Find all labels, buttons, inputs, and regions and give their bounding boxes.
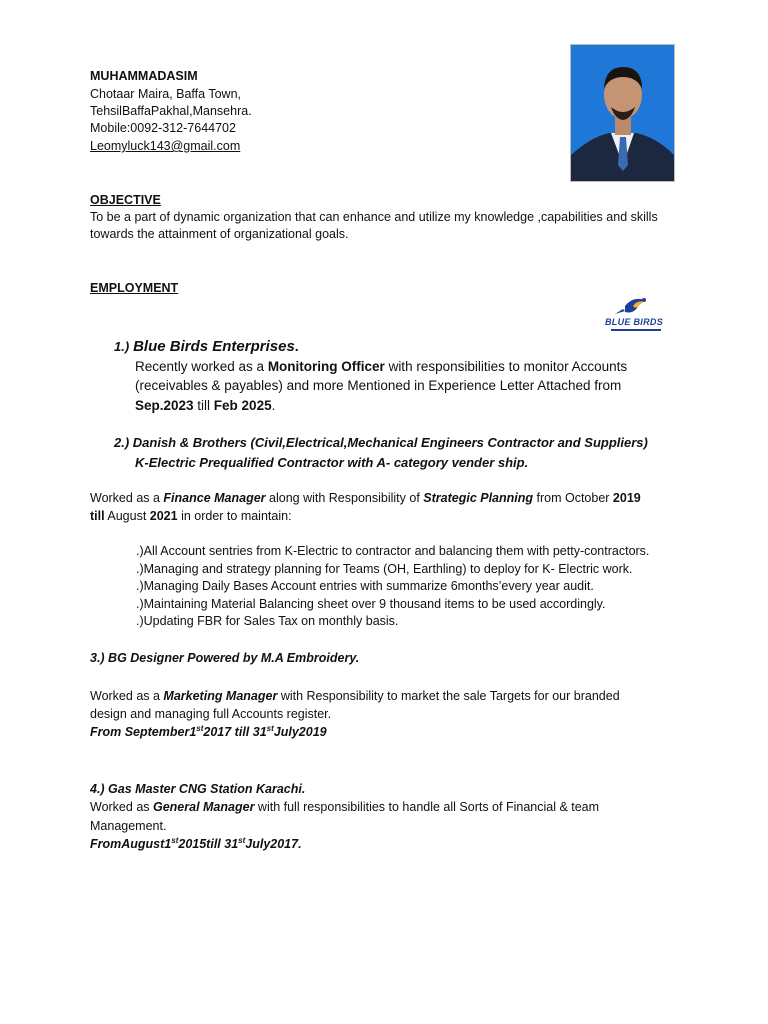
job-1-desc-line-1: Recently worked as a Monitoring Officer with responsibilities to monitor Accounts — [135, 359, 628, 374]
objective-heading: OBJECTIVE — [90, 193, 161, 207]
job-3-desc-line-2: design and managing full Accounts register. — [90, 707, 332, 721]
job-1-desc-line-2: (receivables & payables) and more Mentioned in Experience Letter Attached from — [135, 378, 622, 393]
job-3-dates: From September1st2017 till 31stJuly2019 — [90, 723, 327, 739]
job-1-dates: Sep.2023 till Feb 2025. — [135, 398, 276, 413]
job-4-title: 4.) Gas Master CNG Station Karachi. — [90, 782, 306, 796]
job-1-title: 1.) Blue Birds Enterprises. — [114, 338, 299, 355]
blue-birds-logo-text: BLUE BIRDS — [605, 317, 664, 327]
job-3-desc-line-1: Worked as a Marketing Manager with Responsibility to market the sale Targets for our branded — [90, 689, 620, 703]
objective-text-line-2: towards the attainment of organizational goals. — [90, 227, 349, 241]
mobile-number: Mobile:0092-312-7644702 — [90, 121, 236, 135]
job-2-desc-line-1: Worked as a Finance Manager along with Responsibility of Strategic Planning from October 2019 — [90, 491, 641, 505]
email-link[interactable]: Leomyluck143@gmail.com — [90, 139, 241, 153]
list-item: .)Updating FBR for Sales Tax on monthly basis. — [136, 614, 399, 628]
blue-birds-logo — [603, 294, 669, 334]
job-4-desc-line-2: Management. — [90, 819, 167, 833]
job-4-dates: FromAugust1st2015till 31stJuly2017. — [90, 835, 302, 851]
job-3-title: 3.) BG Designer Powered by M.A Embroidery. — [90, 651, 360, 665]
job-1-company: Blue Birds Enterprises — [133, 338, 295, 355]
address-line-2: TehsilBaffaPakhal,Mansehra. — [90, 104, 252, 118]
job-2-duties-list — [136, 543, 649, 631]
job-2-desc-line-2: till August 2021 in order to maintain: — [90, 509, 292, 523]
job-2-role: Finance Manager — [163, 491, 266, 505]
employment-heading: EMPLOYMENT — [90, 281, 179, 295]
applicant-name: MUHAMMADASIM — [90, 69, 198, 83]
profile-photo-image — [571, 45, 674, 181]
list-item: .)All Account sentries from K-Electric to contractor and balancing them with petty-contractors. — [136, 544, 650, 558]
objective-text-line-1: To be a part of dynamic organization that can enhance and utilize my knowledge ,capabilities and skills — [90, 210, 658, 224]
job-4-desc-line-1: Worked as General Manager with full responsibilities to handle all Sorts of Financial & team — [90, 800, 600, 814]
list-item: .)Maintaining Material Balancing sheet over 9 thousand items to be used accordingly. — [136, 596, 606, 611]
job-4-role: General Manager — [153, 800, 255, 814]
job-2-title-line-1: 2.) Danish & Brothers (Civil,Electrical,Mechanical Engineers Contractor and Suppliers) — [114, 435, 648, 450]
list-item: .)Managing Daily Bases Account entries with summarize 6months’every year audit. — [136, 579, 594, 593]
email-row — [90, 138, 240, 155]
job-1-role: Monitoring Officer — [267, 359, 385, 374]
list-item: .)Managing and strategy planning for Teams (OH, Earthling) to deploy for K- Electric work. — [136, 561, 633, 576]
address-line-1: Chotaar Maira, Baffa Town, — [90, 87, 242, 101]
job-1-number: 1.) — [114, 339, 130, 354]
job-3-role: Marketing Manager — [163, 689, 278, 703]
logo-underline — [611, 329, 661, 331]
bird-icon — [603, 294, 669, 334]
job-2-title-line-2: K-Electric Prequalified Contractor with A- category vender ship. — [135, 455, 529, 470]
profile-photo — [570, 44, 675, 182]
